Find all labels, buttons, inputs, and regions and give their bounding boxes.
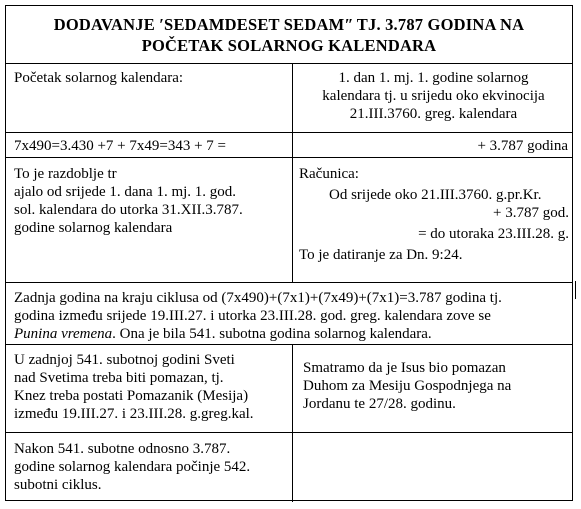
column-divider xyxy=(292,344,293,502)
cell-solar-calendar-start-label: Početak solarnog kalendara: xyxy=(14,70,184,86)
row-divider xyxy=(6,282,572,283)
row-divider xyxy=(6,432,572,433)
cell-next-cycle: Nakon 541. subotne odnosno 3.787. godine solarnog kalendara počinje 542. subotni ciklus. xyxy=(14,441,251,493)
document-table xyxy=(5,5,573,501)
cell-jesus-anointed: Smatramo da je Isus bio pomazan Duhom za Mesiju Gospodnjega na Jordanu te 27/28. godinu. xyxy=(303,360,512,412)
cell-solar-calendar-start-date: 1. dan 1. mj. 1. godine solarnog kalendara tj. u srijedu oko ekvinocija 21.III.3760. greg. kalendara xyxy=(322,70,545,122)
table-title xyxy=(6,6,572,63)
title-line-2: POČETAK SOLARNOG KALENDARA xyxy=(141,35,437,55)
cell-calculation: 7x490=3.430 +7 + 7x49=343 + 7 = xyxy=(14,138,227,154)
row-divider xyxy=(6,132,572,133)
title-line-1: DODAVANJE ʹSEDAMDESET SEDAMʺ TJ. 3.787 GODINA NA xyxy=(53,14,525,34)
cell-period-description: To je razdoblje tr ajalo od srijede 1. dana 1. mj. 1. god. sol. kalendara do utorka 31.XII.3.787. godine solarnog kalendara xyxy=(14,166,243,236)
margin-mark xyxy=(575,281,576,299)
row-divider xyxy=(6,157,572,158)
cell-calculation-result: + 3.787 godina xyxy=(477,138,568,154)
row-divider xyxy=(6,63,572,64)
row-divider xyxy=(6,344,572,345)
cell-anointing-prophecy: U zadnjoj 541. subotnoj godini Sveti nad Svetima treba biti pomazan, tj. Knez treba postati Pomazanik (Mesija) između 19.III.27. i 23.III.28. g.greg.kal. xyxy=(14,352,254,422)
column-divider xyxy=(292,63,293,282)
term-punina-vremena: Punina vremena xyxy=(14,326,113,342)
reckoning-label: Računica: xyxy=(299,166,359,182)
cell-reckoning: Računica: Od srijede oko 21.III.3760. g.pr.Kr. + 3.787 god. = do utoraka 23.III.28. g. To je datiranje za Dn. 9:24. xyxy=(299,166,569,263)
cell-fullness-of-time: Zadnja godina na kraju ciklusa od (7x490)+(7x1)+(7x49)+(7x1)=3.787 godina tj. godina između srijede 19.III.27. i utorka 23.III.28. god. greg. kalendara zove se Punina vremena. Ona je bila 541. subotna godina solarnog kalendara. xyxy=(14,290,502,342)
